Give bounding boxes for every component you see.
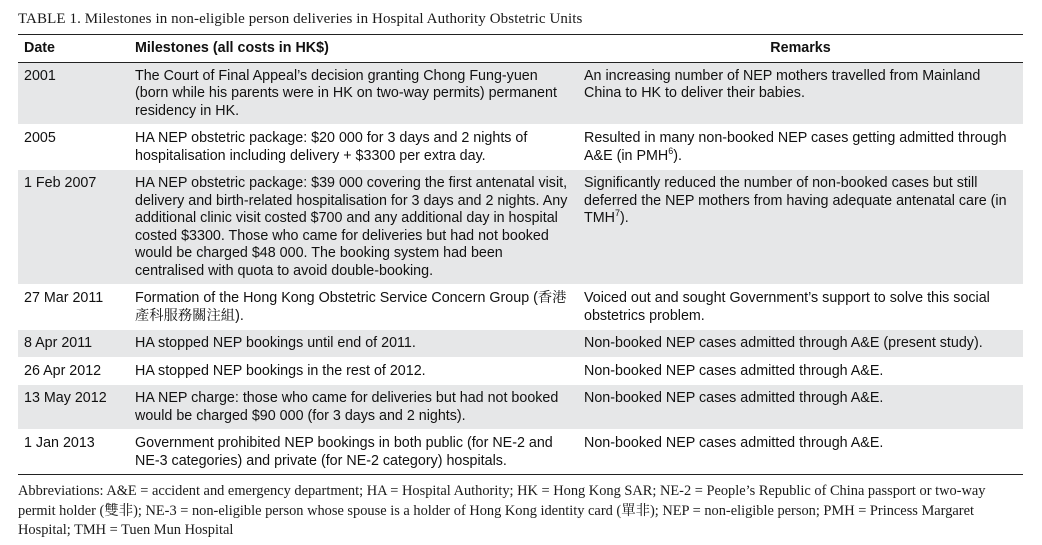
table-figure xyxy=(18,6,1023,541)
table-row xyxy=(18,357,1023,385)
remark-text: Non-booked NEP cases admitted through A&E. xyxy=(584,362,884,379)
cell-remark xyxy=(578,125,1023,170)
cell-milestone: Government prohibited NEP bookings in both public (for NE-2 and NE-3 categories) and private (for NE-2 category) hospitals. xyxy=(129,430,578,475)
cell-date: 1 Jan 2013 xyxy=(18,430,129,475)
table-caption: TABLE 1. Milestones in non-eligible person deliveries in Hospital Authority Obstetric Units xyxy=(18,11,583,27)
reference-superscript: 7 xyxy=(614,208,620,219)
cell-milestone: HA NEP obstetric package: $39 000 covering the first antenatal visit, delivery and birth-related hospitalisation for 3 days and 2 nights. Any additional clinic visit costed $700 and any additional day in hospital costed $3300. Those who came for deliveries but had not booked would be charged $48 000. The booking system had been centralised with quota to avoid double-booking. xyxy=(129,170,578,285)
cell-milestone: HA NEP obstetric package: $20 000 for 3 days and 2 nights of hospitalisation including delivery + $3300 per extra day. xyxy=(129,125,578,170)
header-remarks: Remarks xyxy=(578,35,1023,63)
cell-milestone: The Court of Final Appeal’s decision granting Chong Fung-yuen (born while his parents were in HK on two-way permits) permanent residency in HK. xyxy=(129,62,578,125)
cell-milestone: HA stopped NEP bookings in the rest of 2012. xyxy=(129,357,578,385)
cell-milestone: HA stopped NEP bookings until end of 2011. xyxy=(129,330,578,358)
remark-text: Voiced out and sought Government’s support to solve this social obstetrics problem. xyxy=(584,290,990,324)
header-milestones: Milestones (all costs in HK$) xyxy=(129,35,578,63)
table-row xyxy=(18,125,1023,170)
remark-text: Significantly reduced the number of non-booked cases but still deferred the NEP mothers from having adequate antenatal care (in TMH xyxy=(584,175,1007,226)
table-row xyxy=(18,430,1023,475)
reference-superscript: 6 xyxy=(668,145,674,156)
remark-text-end: ). xyxy=(673,147,682,164)
cell-date: 13 May 2012 xyxy=(18,385,129,430)
cell-remark xyxy=(578,357,1023,385)
cell-remark xyxy=(578,385,1023,430)
table-row xyxy=(18,62,1023,125)
abbreviations-note: Abbreviations: A&E = accident and emergency department; HA = Hospital Authority; HK = Hong Kong SAR; NE-2 = People’s Republic of China passport or two-way permit holder (雙非); NE-3 = non-eligible person whose spouse is a holder of Hong Kong identity card (單非); NEP = non-eligible person; PMH = Princess Margaret Hospital; TMH = Tuen Mun Hospital xyxy=(18,483,986,538)
cell-date: 2001 xyxy=(18,62,129,125)
cell-remark xyxy=(578,62,1023,125)
header-date: Date xyxy=(18,35,129,63)
header-row xyxy=(18,35,1023,63)
remark-text: An increasing number of NEP mothers travelled from Mainland China to HK to deliver their babies. xyxy=(584,67,981,101)
remark-text-end: ). xyxy=(619,210,629,226)
remark-text: Non-booked NEP cases admitted through A&E (present study). xyxy=(584,335,983,351)
remark-text: Resulted in many non-booked NEP cases getting admitted through A&E (in PMH xyxy=(584,130,1007,164)
remark-text: Non-booked NEP cases admitted through A&E. xyxy=(584,435,884,451)
table-row xyxy=(18,285,1023,330)
cell-remark xyxy=(578,330,1023,358)
table-row xyxy=(18,170,1023,285)
cell-milestone: Formation of the Hong Kong Obstetric Service Concern Group (香港產科服務關注組). xyxy=(129,285,578,330)
cell-date: 1 Feb 2007 xyxy=(18,170,129,285)
table-row xyxy=(18,385,1023,430)
remark-text: Non-booked NEP cases admitted through A&E. xyxy=(584,390,884,406)
cell-date: 8 Apr 2011 xyxy=(18,330,129,358)
cell-remark xyxy=(578,430,1023,475)
cell-date: 26 Apr 2012 xyxy=(18,357,129,385)
cell-remark xyxy=(578,170,1023,285)
cell-date: 2005 xyxy=(18,125,129,170)
table-row xyxy=(18,330,1023,358)
milestones-table xyxy=(18,34,1023,475)
cell-date: 27 Mar 2011 xyxy=(18,285,129,330)
cell-milestone: HA NEP charge: those who came for deliveries but had not booked would be charged $90 000 (for 3 days and 2 nights). xyxy=(129,385,578,430)
cell-remark xyxy=(578,285,1023,330)
